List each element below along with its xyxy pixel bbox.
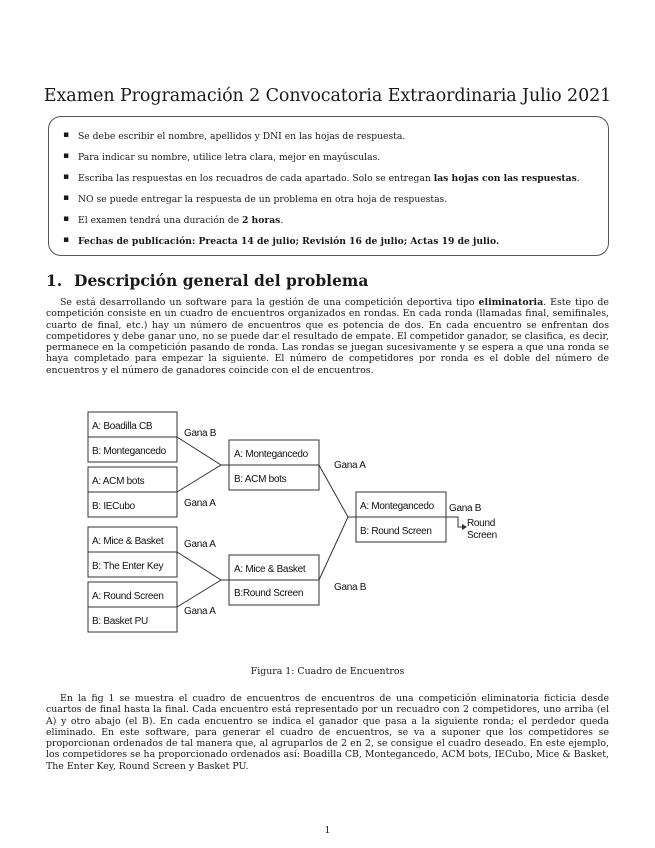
match-result-label: Gana A	[184, 539, 216, 550]
competitor-label: A: Mice & Basket	[92, 536, 164, 547]
page-title: Examen Programación 2 Convocatoria Extraordinaria Julio 2021	[43, 86, 612, 106]
competitor-label: A: Montegancedo	[234, 449, 308, 460]
paragraph-figure-description: En la fig 1 se muestra el cuadro de encuentros de encuentros de una competición eliminatoria ficticia desde cuartos de final hasta la final. Cada encuentro está representado por un recuadro con 2 competidores, uno arriba (el A) y otro abajo (el B). En cada encuentro se indica el ganador que pasa a la siguiente ronda; el perdedor queda eliminado. En este software, para generar el cuadro de encuentros, se va a suponer que los competidores se proporcionan ordenados de tal manera que, al agruparlos de 2 en 2, se consigue el cuadro deseado. En este ejemplo, los competidores se ha proporcionado ordenados así: Boadilla CB, Montegancedo, ACM bots, IECubo, Mice & Basket, The Enter Key, Round Screen y Basket PU.	[46, 693, 609, 772]
competitor-label: B: Basket PU	[92, 616, 148, 627]
page-number: 1	[324, 825, 331, 836]
match-result-label: Gana B	[449, 503, 482, 514]
competitor-label: A: Mice & Basket	[234, 564, 306, 575]
winner-label: Screen	[467, 530, 497, 541]
winner-label: Round	[467, 518, 495, 529]
competitor-label: B:Round Screen	[234, 588, 304, 599]
section-number: 1.	[46, 271, 63, 290]
competitor-label: A: Boadilla CB	[92, 421, 153, 432]
instruction-item: ▪ El examen tendrá una duración de 2 horas.	[65, 215, 283, 226]
competitor-label: B: IECubo	[92, 501, 135, 512]
competitor-label: B: The Enter Key	[92, 561, 164, 572]
competitor-label: A: Round Screen	[92, 591, 164, 602]
instruction-item: ▪ Fechas de publicación: Preacta 14 de julio; Revisión 16 de julio; Actas 19 de julio.	[65, 236, 499, 247]
figure-caption: Figura 1: Cuadro de Encuentros	[250, 666, 405, 677]
match-result-label: Gana B	[184, 428, 217, 439]
instruction-item: ▪ Se debe escribir el nombre, apellidos y DNI en las hojas de respuesta.	[65, 131, 405, 142]
instruction-item: ▪ Escriba las respuestas en los recuadros de cada apartado. Solo se entregan las hojas con las respuestas.	[65, 173, 580, 184]
match-result-label: Gana A	[184, 606, 216, 617]
match-result-label: Gana A	[334, 460, 366, 471]
competitor-label: A: Montegancedo	[360, 501, 434, 512]
competitor-label: B: Montegancedo	[92, 446, 166, 457]
instruction-item: ▪ Para indicar su nombre, utilice letra clara, mejor en mayúsculas.	[65, 152, 380, 163]
competitor-label: B: ACM bots	[234, 474, 287, 485]
match-result-label: Gana A	[184, 498, 216, 509]
competitor-label: A: ACM bots	[92, 476, 145, 487]
competitor-label: B: Round Screen	[360, 526, 432, 537]
match-result-label: Gana B	[334, 582, 367, 593]
section-title: Descripción general del problema	[74, 271, 369, 290]
instruction-item: ▪ NO se puede entregar la respuesta de un problema en otra hoja de respuestas.	[65, 194, 447, 205]
paragraph-intro: Se está desarrollando un software para la gestión de una competición deportiva tipo eliminatoria. Este tipo de competición consiste en un cuadro de encuentros organizados en rondas. En cada ronda (llamadas final, semifinales, cuarto de final, etc.) hay un número de encuentros que es potencia de dos. En cada encuentro se enfrentan dos competidores y debe ganar uno, no se puede dar el resultado de empate. El competidor ganador, se clasifica, es decir, permanece en la competición pasando de ronda. Las rondas se juegan sucesivamente y se espera a que una ronda se haya completado para empezar la siguiente. El número de competidores por ronda es el doble del número de encuentros y el número de ganadores coincide con el de encuentros.	[46, 297, 609, 376]
